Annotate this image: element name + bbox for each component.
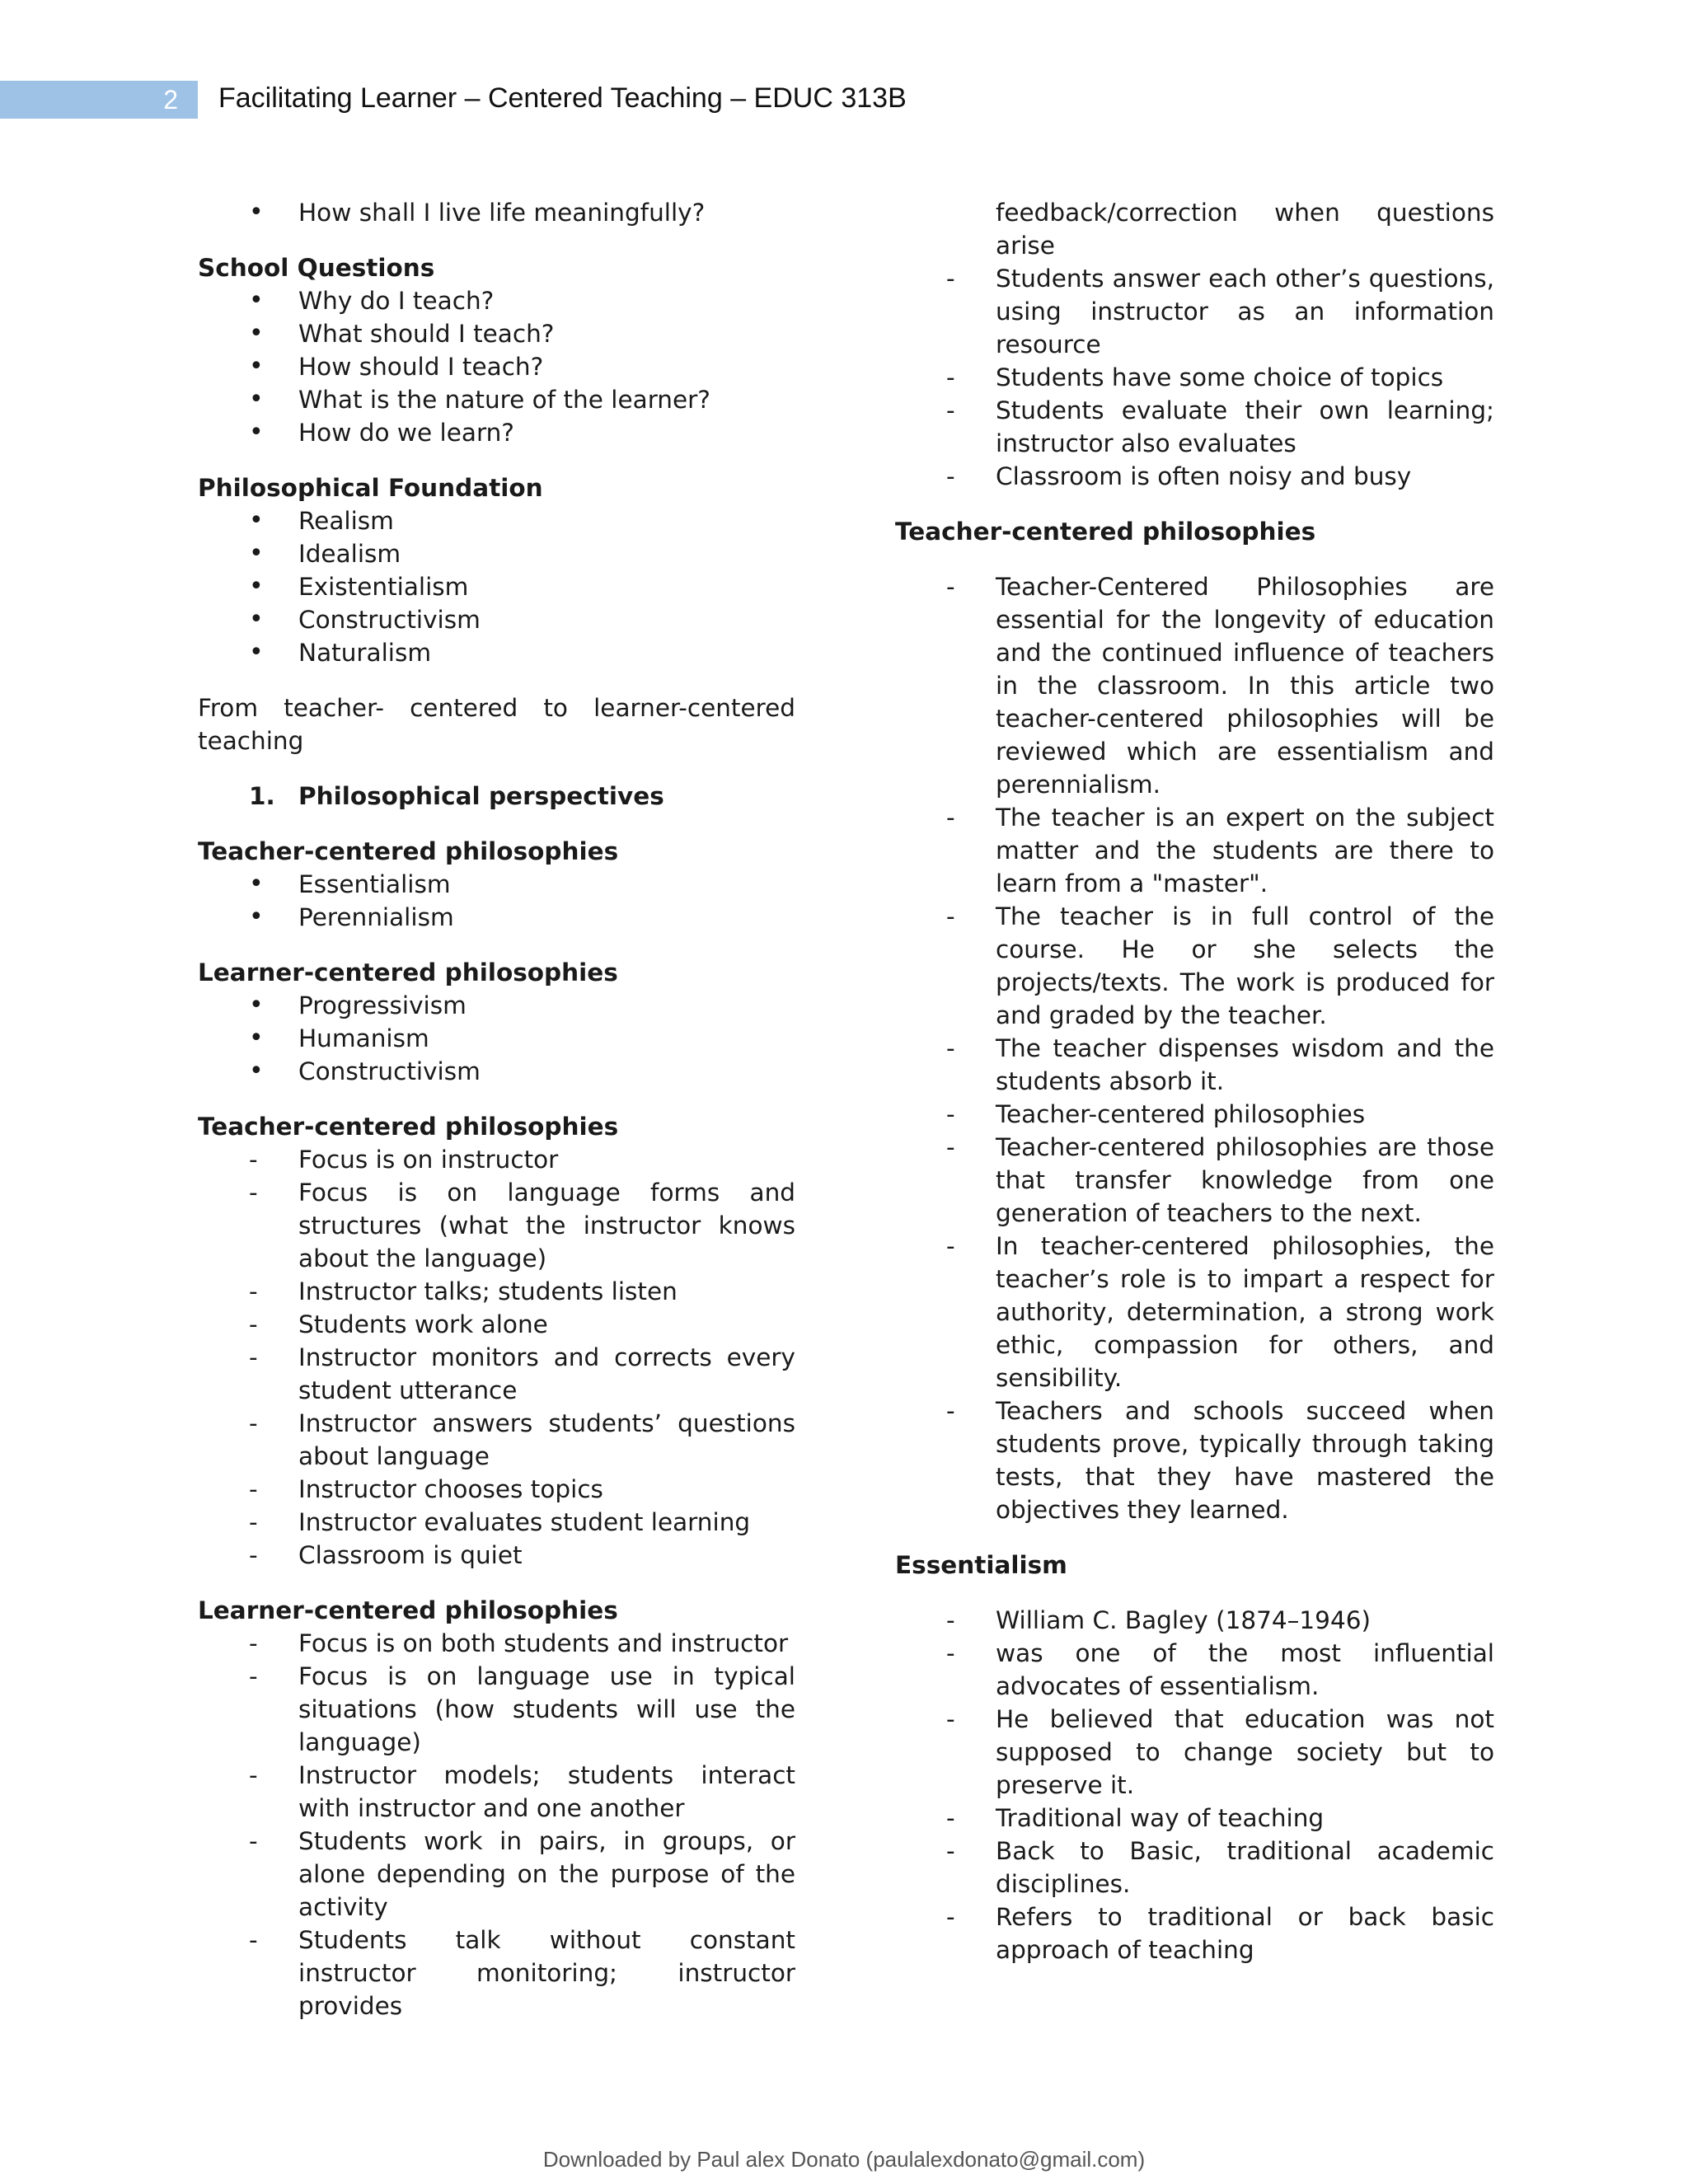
bullet-marker: • <box>249 572 264 601</box>
bullet-marker: • <box>249 869 264 898</box>
dash-marker: - <box>249 1146 258 1174</box>
list-item: - Focus is on language use in typical situations (how students will use the language) <box>198 1660 795 1759</box>
list-item: - Teachers and schools succeed when students prove, typically through taking tests, that they have mastered the objectives they learned. <box>895 1394 1494 1526</box>
list-item: • Essentialism <box>198 868 795 901</box>
number-marker: 1. <box>249 782 275 810</box>
learner-centered-traits-continued <box>895 262 1494 493</box>
list-item: - Classroom is quiet <box>198 1539 795 1572</box>
right-column <box>895 196 1494 1966</box>
list-item: - In teacher-centered philosophies, the teacher’s role is to impart a respect for authority, determination, a strong work ethic, compassion for others, and sensibility. <box>895 1230 1494 1394</box>
continuation-block <box>895 196 1494 262</box>
dash-marker: - <box>946 902 955 930</box>
bullet-marker: • <box>249 539 264 568</box>
list-item: • Existentialism <box>198 570 795 603</box>
list-item: - Teacher-Centered Philosophies are essential for the longevity of education and the continued influence of teachers in the classroom. In this article two teacher-centered philosophies will be reviewed which are essentialism and perennialism. <box>895 570 1494 801</box>
teacher-centered-traits-list <box>198 1143 795 1572</box>
intro-paragraph: From teacher- centered to learner-centered teaching <box>198 694 795 755</box>
list-item: • Naturalism <box>198 636 795 669</box>
list-item: - Instructor models; students interact with instructor and one another <box>198 1759 795 1825</box>
dash-marker: - <box>946 1639 955 1667</box>
list-item: - William C. Bagley (1874–1946) <box>895 1604 1494 1637</box>
dash-marker: - <box>946 1133 955 1161</box>
list-item: - Students work in pairs, in groups, or alone depending on the purpose of the activity <box>198 1825 795 1924</box>
list-item: • Why do I teach? <box>198 284 795 317</box>
bullet-marker: • <box>249 638 264 667</box>
dash-marker: - <box>249 1629 258 1657</box>
list-item: - Students talk without constant instructor monitoring; instructor provides <box>198 1924 795 2022</box>
dash-marker: - <box>946 1034 955 1062</box>
list-item: - Instructor evaluates student learning <box>198 1506 795 1539</box>
dash-marker: - <box>946 1837 955 1865</box>
school-questions-list <box>198 284 795 449</box>
dash-marker: - <box>946 1804 955 1832</box>
dash-marker: - <box>249 1409 258 1437</box>
dash-marker: - <box>946 1232 955 1260</box>
dash-marker: - <box>249 1662 258 1690</box>
dash-marker: - <box>249 1310 258 1338</box>
bullet-marker: • <box>249 1024 264 1052</box>
bullet-marker: • <box>249 319 264 348</box>
list-item: - Focus is on instructor <box>198 1143 795 1176</box>
list-item: - Instructor talks; students listen <box>198 1275 795 1308</box>
teacher-centered-section-heading: Teacher-centered philosophies <box>895 518 1316 546</box>
list-item: - Instructor answers students’ questions about language <box>198 1407 795 1473</box>
list-item: - was one of the most influential advocates of essentialism. <box>895 1637 1494 1703</box>
list-item: - He believed that education was not supposed to change society but to preserve it. <box>895 1703 1494 1802</box>
dash-marker: - <box>249 1277 258 1305</box>
philosophical-foundation-heading: Philosophical Foundation <box>198 474 543 502</box>
page-number: 2 <box>0 81 198 119</box>
list-item: - Teacher-centered philosophies <box>895 1098 1494 1131</box>
dash-marker: - <box>946 1903 955 1931</box>
list-item: - Instructor chooses topics <box>198 1473 795 1506</box>
list-item: - Focus is on both students and instructor <box>198 1627 795 1660</box>
dash-marker: - <box>946 462 955 490</box>
list-item: - Back to Basic, traditional academic disciplines. <box>895 1835 1494 1900</box>
list-item: - Teacher-centered philosophies are those that transfer knowledge from one generation of teachers to the next. <box>895 1131 1494 1230</box>
download-footer: Downloaded by Paul alex Donato (paulalexdonato@gmail.com) <box>542 2147 1146 2172</box>
learner-centered-list <box>198 989 795 1088</box>
list-item: • What should I teach? <box>198 317 795 350</box>
list-item: - The teacher is in full control of the course. He or she selects the projects/texts. The work is produced for and graded by the teacher. <box>895 900 1494 1032</box>
dash-marker: - <box>946 804 955 832</box>
list-item: - Focus is on language forms and structures (what the instructor knows about the language) <box>198 1176 795 1275</box>
essentialism-heading: Essentialism <box>895 1551 1067 1579</box>
bullet-marker: • <box>249 1057 264 1085</box>
dash-marker: - <box>249 1508 258 1536</box>
list-item: • Constructivism <box>198 1055 795 1088</box>
list-item: • Constructivism <box>198 603 795 636</box>
philosophical-foundation-list <box>198 504 795 669</box>
bullet-marker: • <box>249 605 264 634</box>
dash-marker: - <box>946 1100 955 1128</box>
list-item-continuation: feedback/correction when questions arise <box>996 199 1494 260</box>
teacher-centered-heading: Teacher-centered philosophies <box>198 837 619 865</box>
dash-marker: - <box>946 1606 955 1634</box>
dash-marker: - <box>249 1179 258 1207</box>
bullet-marker: • <box>249 418 264 447</box>
dash-marker: - <box>249 1475 258 1503</box>
list-item: - Refers to traditional or back basic approach of teaching <box>895 1900 1494 1966</box>
numbered-heading: 1. Philosophical perspectives <box>198 780 795 813</box>
list-item: • How do we learn? <box>198 416 795 449</box>
dash-marker: - <box>946 1397 955 1425</box>
dash-marker: - <box>249 1343 258 1371</box>
list-item: • How shall I live life meaningfully? <box>198 196 795 229</box>
list-item: - The teacher is an expert on the subject matter and the students are there to learn from a "master". <box>895 801 1494 900</box>
list-item: • Idealism <box>198 537 795 570</box>
dash-marker: - <box>249 1541 258 1569</box>
list-item: • Perennialism <box>198 901 795 934</box>
dash-marker: - <box>946 363 955 391</box>
dash-marker: - <box>249 1827 258 1855</box>
list-item: - Students have some choice of topics <box>895 361 1494 394</box>
list-item: • Progressivism <box>198 989 795 1022</box>
bullet-marker: • <box>249 286 264 315</box>
learner-centered-heading: Learner-centered philosophies <box>198 958 618 987</box>
essentialism-list <box>895 1604 1494 1966</box>
school-questions-heading: School Questions <box>198 254 435 282</box>
dash-marker: - <box>946 265 955 293</box>
list-item: • What is the nature of the learner? <box>198 383 795 416</box>
list-item: - Students evaluate their own learning; instructor also evaluates <box>895 394 1494 460</box>
learner-centered-traits-list <box>198 1627 795 2022</box>
learner-centered-traits-heading: Learner-centered philosophies <box>198 1596 618 1624</box>
bullet-marker: • <box>249 902 264 931</box>
list-item: - Traditional way of teaching <box>895 1802 1494 1835</box>
list-item: • How should I teach? <box>198 350 795 383</box>
top-bullet-list <box>198 196 795 229</box>
bullet-marker: • <box>249 385 264 414</box>
dash-marker: - <box>946 396 955 424</box>
list-item: • Realism <box>198 504 795 537</box>
teacher-centered-traits-heading: Teacher-centered philosophies <box>198 1113 619 1141</box>
dash-marker: - <box>946 573 955 601</box>
list-item: - The teacher dispenses wisdom and the students absorb it. <box>895 1032 1494 1098</box>
dash-marker: - <box>249 1761 258 1789</box>
list-item: - Students work alone <box>198 1308 795 1341</box>
bullet-marker: • <box>249 506 264 535</box>
teacher-centered-section-list <box>895 570 1494 1526</box>
dash-marker: - <box>249 1926 258 1954</box>
list-item: • Humanism <box>198 1022 795 1055</box>
bullet-marker: • <box>249 198 264 227</box>
teacher-centered-list <box>198 868 795 934</box>
list-item: - Students answer each other’s questions, using instructor as an information resource <box>895 262 1494 361</box>
bullet-marker: • <box>249 352 264 381</box>
bullet-marker: • <box>249 991 264 1019</box>
list-item: - Instructor monitors and corrects every student utterance <box>198 1341 795 1407</box>
page-header-title: Facilitating Learner – Centered Teaching – EDUC 313B <box>218 82 907 114</box>
list-item: - Classroom is often noisy and busy <box>895 460 1494 493</box>
dash-marker: - <box>946 1705 955 1733</box>
left-column <box>198 196 795 2022</box>
